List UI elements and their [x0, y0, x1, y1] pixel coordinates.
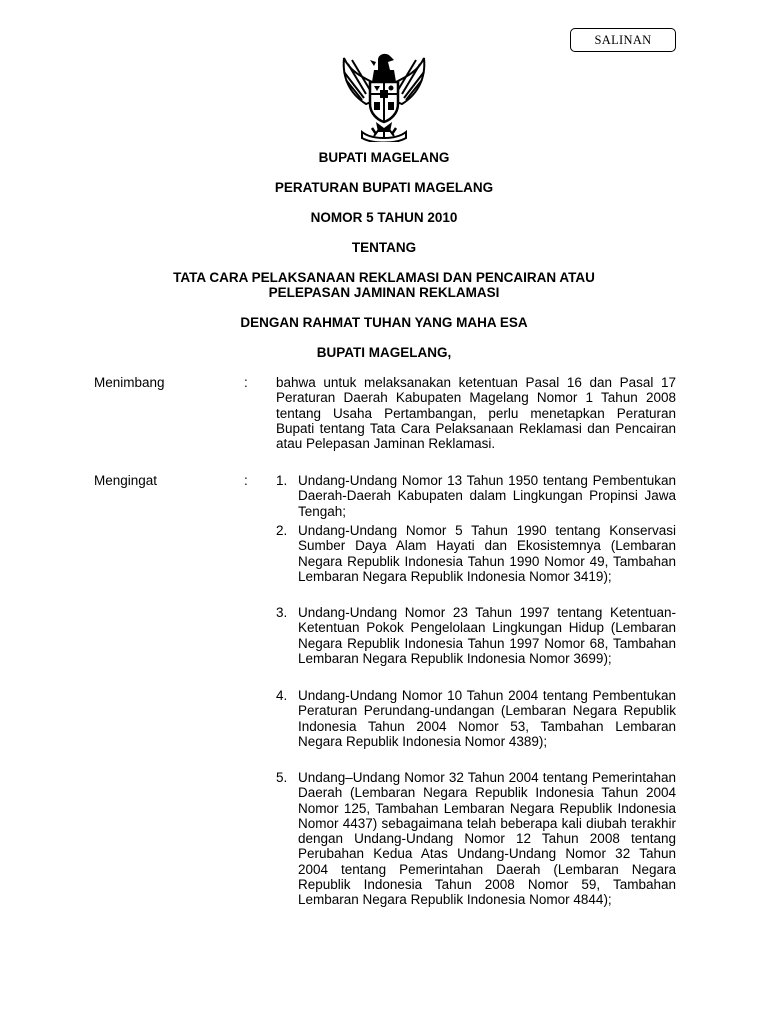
menimbang-colon: : — [244, 375, 248, 390]
item-text: Undang-Undang Nomor 23 Tahun 1997 tentang Ketentuan-Ketentuan Pokok Pengelolaan Lingkungan Hidup (Lembaran Negara Republik Indonesia Tahun 1997 Nomor 68, Tambahan Lembaran Negara Republik Indonesia Nomor 3699); — [298, 605, 676, 666]
mengingat-item — [276, 605, 676, 666]
about-heading: TENTANG — [351, 240, 417, 255]
regulation-title-line-1: TATA CARA PELAKSANAAN REKLAMASI DAN PENCAIRAN ATAU — [173, 270, 595, 285]
mengingat-colon: : — [244, 473, 248, 488]
mengingat-item — [276, 523, 676, 584]
regulation-type: PERATURAN BUPATI MAGELANG — [274, 180, 494, 195]
item-number: 2. — [276, 523, 288, 538]
preamble-heading: DENGAN RAHMAT TUHAN YANG MAHA ESA — [240, 315, 528, 330]
mengingat-label: Mengingat — [94, 473, 158, 488]
mengingat-item — [276, 688, 676, 749]
menimbang-text: bahwa untuk melaksanakan ketentuan Pasal 16 dan Pasal 17 Peraturan Daerah Kabupaten Magelang Nomor 1 Tahun 2008 tentang Usaha Pertambangan, perlu menetapkan Peraturan Bupati tentang Tata Cara Pelaksanaan Reklamasi dan Pencairan atau Pelepasan Jaminan Reklamasi. — [276, 375, 676, 452]
item-number: 3. — [276, 605, 288, 620]
mengingat-item — [276, 473, 676, 519]
item-text: Undang-Undang Nomor 13 Tahun 1950 tentang Pembentukan Daerah-Daerah Kabupaten dalam Lingkungan Propinsi Jawa Tengah; — [298, 473, 676, 519]
item-text: Undang–Undang Nomor 32 Tahun 2004 tentang Pemerintahan Daerah (Lembaran Negara Republik Indonesia Tahun 2004 Nomor 125, Tambahan Lembaran Negara Republik Indonesia Nomor 4437) sebagaimana telah beberapa kali diubah terakhir dengan Undang-Undang Nomor 12 Tahun 2008 tentang Perubahan Kedua Atas Undang-Undang Nomor 32 Tahun 2004 tentang Pemerintahan Daerah (Lembaran Negara Republik Indonesia Tahun 2008 Nomor 59, Tambahan Lembaran Negara Republik Indonesia Nomor 4844); — [298, 770, 676, 908]
menimbang-label: Menimbang — [94, 375, 165, 390]
item-number: 5. — [276, 770, 288, 785]
salinan-stamp: SALINAN — [570, 28, 676, 52]
issuer-title: BUPATI MAGELANG — [318, 150, 450, 165]
garuda-emblem-icon — [336, 48, 432, 142]
regulation-number: NOMOR 5 TAHUN 2010 — [310, 210, 458, 225]
item-number: 1. — [276, 473, 288, 488]
item-text: Undang-Undang Nomor 10 Tahun 2004 tentang Pembentukan Peraturan Perundang-undangan (Lembaran Negara Republik Indonesia Tahun 2004 Nomor 53, Tambahan Lembaran Negara Republik Indonesia Nomor 4389); — [298, 688, 676, 749]
item-text: Undang-Undang Nomor 5 Tahun 1990 tentang Konservasi Sumber Daya Alam Hayati dan Ekosistemnya (Lembaran Negara Republik Indonesia Tahun 1990 Nomor 49, Tambahan Lembaran Negara Republik Indonesia Nomor 3419); — [298, 523, 676, 584]
mengingat-item — [276, 770, 676, 908]
item-number: 4. — [276, 688, 288, 703]
enacting-authority: BUPATI MAGELANG, — [316, 345, 452, 360]
regulation-title-line-2: PELEPASAN JAMINAN REKLAMASI — [268, 285, 500, 300]
